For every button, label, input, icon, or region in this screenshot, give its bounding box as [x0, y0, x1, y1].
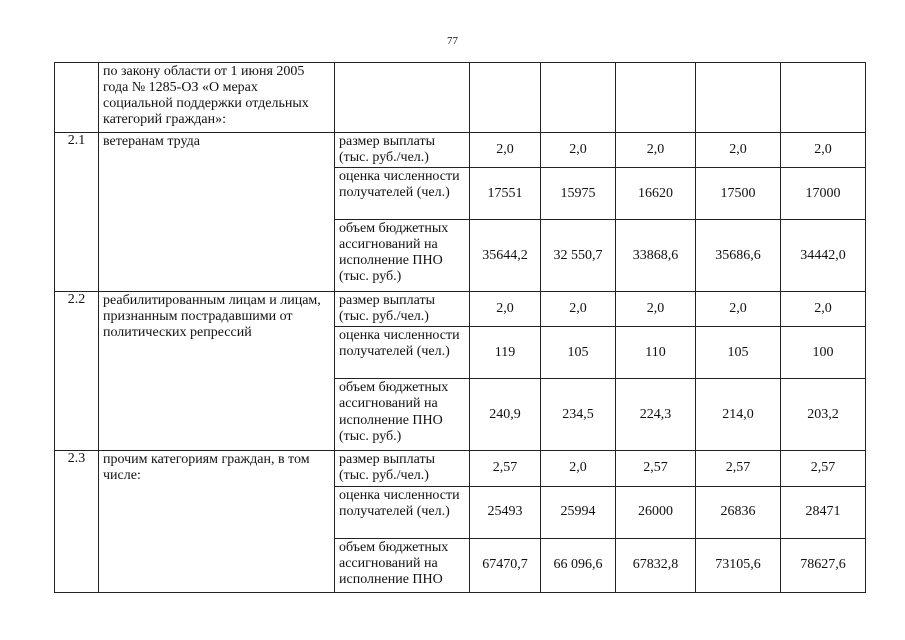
- value-cell: 16620: [616, 168, 696, 220]
- intro-text: по закону области от 1 июня 2005 года № 1285-ОЗ «О мерах социальной поддержки отдельных категорий граждан»:: [99, 63, 335, 133]
- value-cell: 214,0: [696, 379, 781, 451]
- group-name: прочим категориям граждан, в том числе:: [99, 451, 335, 592]
- value-cell: 2,0: [541, 133, 616, 168]
- value-cell: 2,0: [781, 133, 866, 168]
- indicator-label: оценка численности получателей (чел.): [335, 168, 470, 220]
- value-cell: 105: [541, 327, 616, 379]
- value-cell: 17000: [781, 168, 866, 220]
- empty-cell: [335, 63, 470, 133]
- indicator-label: оценка численности получателей (чел.): [335, 327, 470, 379]
- empty-cell: [541, 63, 616, 133]
- indicator-label: размер выплаты (тыс. руб./чел.): [335, 451, 470, 486]
- value-cell: 240,9: [470, 379, 541, 451]
- indicator-label: размер выплаты (тыс. руб./чел.): [335, 292, 470, 327]
- value-cell: 28471: [781, 486, 866, 538]
- value-cell: 2,0: [470, 292, 541, 327]
- indicator-label: оценка численности получателей (чел.): [335, 486, 470, 538]
- value-cell: 26000: [616, 486, 696, 538]
- value-cell: 66 096,6: [541, 538, 616, 592]
- value-cell: 67832,8: [616, 538, 696, 592]
- value-cell: 234,5: [541, 379, 616, 451]
- value-cell: 67470,7: [470, 538, 541, 592]
- intro-row: [55, 63, 866, 133]
- value-cell: 17500: [696, 168, 781, 220]
- value-cell: 2,57: [470, 451, 541, 486]
- value-cell: 34442,0: [781, 220, 866, 292]
- value-cell: 2,0: [541, 451, 616, 486]
- value-cell: 110: [616, 327, 696, 379]
- value-cell: 73105,6: [696, 538, 781, 592]
- group-name: ветеранам труда: [99, 133, 335, 292]
- table-row: [55, 292, 866, 327]
- value-cell: 35644,2: [470, 220, 541, 292]
- value-cell: 25994: [541, 486, 616, 538]
- empty-cell: [696, 63, 781, 133]
- group-name: реабилитированным лицам и лицам, признанным пострадавшими от политических репрессий: [99, 292, 335, 451]
- group-number: 2.3: [55, 451, 99, 592]
- group-number: 2.1: [55, 133, 99, 292]
- value-cell: 2,0: [696, 133, 781, 168]
- value-cell: 2,57: [781, 451, 866, 486]
- value-cell: 33868,6: [616, 220, 696, 292]
- table-row: [55, 451, 866, 486]
- value-cell: 2,0: [541, 292, 616, 327]
- value-cell: 15975: [541, 168, 616, 220]
- page-number: 77: [447, 35, 458, 47]
- value-cell: 2,0: [616, 292, 696, 327]
- value-cell: 2,0: [781, 292, 866, 327]
- empty-cell: [470, 63, 541, 133]
- value-cell: 224,3: [616, 379, 696, 451]
- indicator-label: объем бюджетных ассигнований на исполнение ПНО: [335, 538, 470, 592]
- budget-table: [54, 62, 866, 593]
- value-cell: 100: [781, 327, 866, 379]
- group-number: 2.2: [55, 292, 99, 451]
- value-cell: 2,0: [470, 133, 541, 168]
- value-cell: 105: [696, 327, 781, 379]
- value-cell: 119: [470, 327, 541, 379]
- value-cell: 2,57: [696, 451, 781, 486]
- value-cell: 78627,6: [781, 538, 866, 592]
- value-cell: 203,2: [781, 379, 866, 451]
- intro-no-cell: [55, 63, 99, 133]
- value-cell: 32 550,7: [541, 220, 616, 292]
- value-cell: 35686,6: [696, 220, 781, 292]
- indicator-label: объем бюджетных ассигнований на исполнение ПНО (тыс. руб.): [335, 379, 470, 451]
- table-row: [55, 133, 866, 168]
- value-cell: 2,0: [616, 133, 696, 168]
- value-cell: 2,57: [616, 451, 696, 486]
- value-cell: 25493: [470, 486, 541, 538]
- indicator-label: размер выплаты (тыс. руб./чел.): [335, 133, 470, 168]
- empty-cell: [781, 63, 866, 133]
- value-cell: 26836: [696, 486, 781, 538]
- value-cell: 2,0: [696, 292, 781, 327]
- empty-cell: [616, 63, 696, 133]
- value-cell: 17551: [470, 168, 541, 220]
- indicator-label: объем бюджетных ассигнований на исполнение ПНО (тыс. руб.): [335, 220, 470, 292]
